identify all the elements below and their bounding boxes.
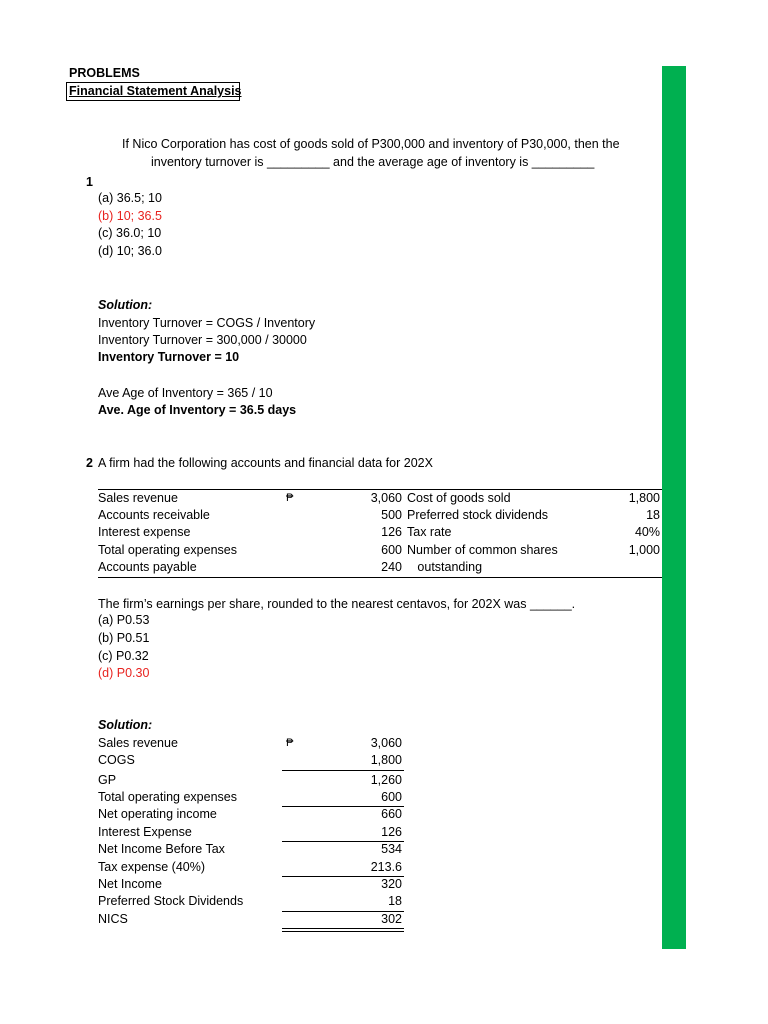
subtotal-line <box>282 911 404 912</box>
table-bottom-border <box>98 577 662 578</box>
problem2-intro: A firm had the following accounts and financial data for 202X <box>98 456 433 470</box>
solution-row-label: Net Income <box>98 877 162 891</box>
solution-row-label: Sales revenue <box>98 736 178 750</box>
table-left-value: 126 <box>381 525 402 539</box>
problem1-number: 1 <box>86 175 93 189</box>
solution-row-label: GP <box>98 773 117 787</box>
table-right-value: 1,800 <box>628 491 660 505</box>
solution-row-value: 660 <box>381 807 402 821</box>
solution-row-label: NICS <box>98 912 128 926</box>
table-left-value: 240 <box>381 560 402 574</box>
table-left-value: 3,060 <box>370 491 402 505</box>
table-right-value: 1,000 <box>628 543 660 557</box>
total-double-line <box>282 928 404 932</box>
solution-row-value: 126 <box>381 825 402 839</box>
problem1-solution-line4: Ave Age of Inventory = 365 / 10 <box>98 386 273 400</box>
table-right-label: Tax rate <box>407 525 452 539</box>
problem2-number: 2 <box>86 456 93 470</box>
problem2-choice-d: (d) P0.30 <box>98 666 150 680</box>
table-right-label: Preferred stock dividends <box>407 508 549 522</box>
table-right-label: Cost of goods sold <box>407 491 511 505</box>
problem1-choice-d: (d) 10; 36.0 <box>98 244 162 258</box>
problem2-choice-c: (c) P0.32 <box>98 649 149 663</box>
solution-row-value: 600 <box>381 790 402 804</box>
subtotal-line <box>282 841 404 842</box>
solution-row-value: 1,260 <box>370 773 402 787</box>
solution-row-value: 213.6 <box>370 860 402 874</box>
solution-row-value: 18 <box>388 894 402 908</box>
problem1-question-line1: If Nico Corporation has cost of goods sold of P300,000 and inventory of P30,000, then the <box>122 137 620 151</box>
solution-row-label: Net Income Before Tax <box>98 842 225 856</box>
table-left-value: 600 <box>381 543 402 557</box>
solution-row-label: Tax expense (40%) <box>98 860 206 874</box>
subtotal-line <box>282 806 404 807</box>
problem1-solution-heading: Solution: <box>98 298 153 312</box>
solution-row-label: Total operating expenses <box>98 790 237 804</box>
problem2-question: The firm’s earnings per share, rounded to the nearest centavos, for 202X was ______. <box>98 597 576 611</box>
currency-symbol: ₱ <box>286 492 294 504</box>
section-title: Financial Statement Analysis <box>69 84 242 98</box>
table-left-label: Accounts payable <box>98 560 197 574</box>
solution-row-value: 1,800 <box>370 753 402 767</box>
table-left-label: Accounts receivable <box>98 508 210 522</box>
problem2-solution-heading: Solution: <box>98 718 153 732</box>
problem1-question-line2: inventory turnover is _________ and the average age of inventory is _________ <box>151 155 595 169</box>
green-margin-bar <box>662 66 686 949</box>
problem1-solution-line3: Inventory Turnover = 10 <box>98 350 240 364</box>
problem2-choice-a: (a) P0.53 <box>98 613 150 627</box>
table-right-label: outstanding <box>407 560 483 574</box>
problem1-solution-line5: Ave. Age of Inventory = 36.5 days <box>98 403 297 417</box>
table-right-label: Number of common shares <box>407 543 558 557</box>
problems-label: PROBLEMS <box>69 66 140 80</box>
solution-row-value: 3,060 <box>370 736 402 750</box>
table-left-label: Interest expense <box>98 525 191 539</box>
problem1-solution-line1: Inventory Turnover = COGS / Inventory <box>98 316 316 330</box>
solution-row-value: 534 <box>381 842 402 856</box>
subtotal-line <box>282 876 404 877</box>
problem1-choice-a: (a) 36.5; 10 <box>98 191 162 205</box>
subtotal-line <box>282 770 404 771</box>
problem2-choice-b: (b) P0.51 <box>98 631 150 645</box>
solution-row-value: 320 <box>381 877 402 891</box>
table-right-value: 40% <box>634 525 660 539</box>
table-left-label: Total operating expenses <box>98 543 237 557</box>
solution-row-label: Interest Expense <box>98 825 192 839</box>
problem1-choice-c: (c) 36.0; 10 <box>98 226 162 240</box>
table-left-label: Sales revenue <box>98 491 178 505</box>
solution-row-value: 302 <box>381 912 402 926</box>
table-right-value: 18 <box>646 508 660 522</box>
solution-row-label: COGS <box>98 753 135 767</box>
solution-row-label: Preferred Stock Dividends <box>98 894 244 908</box>
solution-currency-symbol: ₱ <box>286 737 294 749</box>
solution-row-label: Net operating income <box>98 807 217 821</box>
problem1-choice-b: (b) 10; 36.5 <box>98 209 162 223</box>
table-left-value: 500 <box>381 508 402 522</box>
problem1-solution-line2: Inventory Turnover = 300,000 / 30000 <box>98 333 307 347</box>
